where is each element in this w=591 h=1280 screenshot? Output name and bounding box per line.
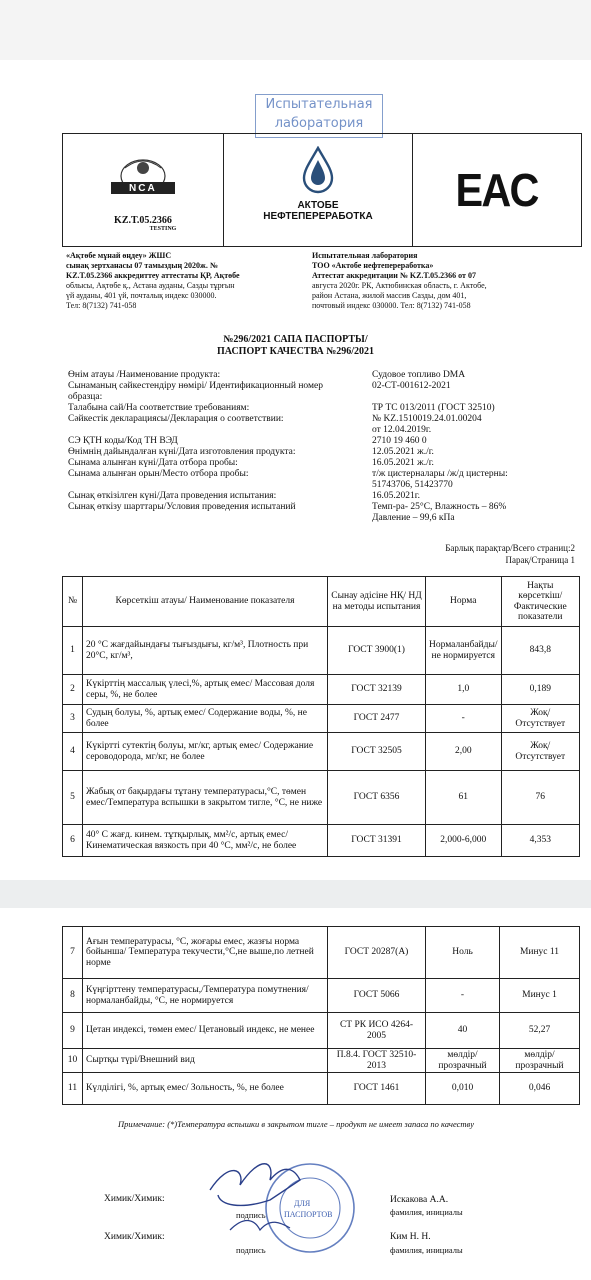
- company-name-line2: НЕФТЕПЕРЕРАБОТКА: [263, 211, 373, 222]
- cell-norm: 61: [426, 771, 502, 825]
- info-value: Давление – 99,6 кПа: [372, 513, 455, 523]
- table-row: [63, 675, 580, 705]
- info-value: 2710 19 460 0: [372, 436, 427, 446]
- oil-drop-icon: [300, 146, 336, 196]
- table-row: [63, 1013, 580, 1049]
- table-row: [63, 705, 580, 733]
- info-value: 16.05.2021 ж./г.: [372, 458, 434, 468]
- letterhead: [62, 133, 582, 247]
- results-table: [62, 576, 580, 857]
- cell-name: Цетан индексі, төмен емес/ Цетановый индекс, не менее: [83, 1013, 328, 1049]
- cell-method: СТ РК ИСО 4264-2005: [328, 1013, 426, 1049]
- cell-actual: Минус 1: [500, 979, 580, 1013]
- info-value: Темп-ра- 25°С, Влажность – 86%: [372, 502, 507, 512]
- info-label: Сынама алынған күні/Дата отбора пробы:: [68, 458, 238, 468]
- doc-title-kz: №296/2021 САПА ПАСПОРТЫ/: [223, 334, 368, 345]
- cell-method: ГОСТ 6356: [328, 771, 426, 825]
- col-header: Көрсеткіш атауы/ Наименование показателя: [83, 577, 328, 627]
- signature-caption-2: подпись: [236, 1245, 266, 1255]
- table-row: [63, 825, 580, 857]
- top-background: [0, 0, 591, 60]
- table-row: [63, 927, 580, 979]
- cell-name: Күкірттің массалық үлесі,%, артық емес/ Массовая доля серы, %, не более: [83, 675, 328, 705]
- cell-name: Ағын температурасы, °С, жоғары емес, жазғы норма бойынша/ Температура текучести,°С,не выше,по летней норме: [83, 927, 328, 979]
- info-label: Сынақ өткізілген күні/Дата проведения испытания:: [68, 491, 277, 501]
- cell-actual: мөлдір/ прозрачный: [500, 1049, 580, 1073]
- cell-n: 3: [63, 705, 83, 733]
- chemist-role-1: Химик/Химик:: [104, 1194, 165, 1204]
- cell-norm: 0,010: [426, 1073, 500, 1105]
- svg-text:ПАСПОРТОВ: ПАСПОРТОВ: [284, 1210, 333, 1219]
- cell-name: 20 °С жағдайындағы тығыздығы, кг/м³, Плотность при 20°С, кг/м³,: [83, 627, 328, 675]
- name-caption-1: фамилия, инициалы: [390, 1207, 463, 1217]
- address-russian: Испытательная лаборатория ТОО «Актобе нефтепереработка» Аттестат аккредитации № KZ.T.05.2366 от 07 августа 2020г. РК, Актюбинская область, г. Актобе, район Астана, жилой массив Сазды, дом 401, почтовый индекс 030000. Тел: 8(7132) 741-058: [312, 251, 487, 310]
- cell-norm: мөлдір/ прозрачный: [426, 1049, 500, 1073]
- cell-actual: Жоқ/ Отсутствует: [501, 705, 580, 733]
- cell-name: Күңгірттену температурасы,/Температура помутнения/ нормаланбайды, °С, не нормируется: [83, 979, 328, 1013]
- info-value: от 12.04.2019г.: [372, 425, 432, 435]
- col-header: №: [63, 577, 83, 627]
- lab-stamp: Испытательная лаборатория: [255, 94, 383, 138]
- cell-norm: 1,0: [426, 675, 502, 705]
- cell-n: 8: [63, 979, 83, 1013]
- info-label: Сәйкестік декларациясы/Декларация о соответствии:: [68, 414, 284, 424]
- table-row: [63, 771, 580, 825]
- cell-method: ГОСТ 31391: [328, 825, 426, 857]
- cell-n: 11: [63, 1073, 83, 1105]
- cell-method: ГОСТ 3900(1): [328, 627, 426, 675]
- company-name-line1: АКТОБЕ: [297, 200, 339, 211]
- info-value: 02-СТ-001612-2021: [372, 381, 451, 391]
- cell-method: ГОСТ 32505: [328, 733, 426, 771]
- cell-n: 5: [63, 771, 83, 825]
- cell-actual: Жоқ/ Отсутствует: [501, 733, 580, 771]
- info-label: Өнім атауы /Наименование продукта:: [68, 370, 221, 380]
- cell-norm: Ноль: [426, 927, 500, 979]
- info-label: Сынақ өткізу шарттары/Условия проведения испытаний: [68, 502, 296, 512]
- info-label: СЭ ҚТН коды/Код ТН ВЭД: [68, 436, 178, 446]
- cell-name: Судың болуы, %, артық емес/ Содержание воды, %, не более: [83, 705, 328, 733]
- cell-actual: Минус 11: [500, 927, 580, 979]
- cell-norm: 2,000-6,000: [426, 825, 502, 857]
- cell-method: П.8.4. ГОСТ 32510-2013: [328, 1049, 426, 1073]
- info-label: Өнімнің дайындалған күні/Дата изготовления продукта:: [68, 447, 296, 457]
- nca-logo-text: NCA: [129, 183, 157, 194]
- company-logo-cell: [224, 134, 413, 246]
- seal-text: ДЛЯ: [294, 1199, 311, 1208]
- cell-norm: 2,00: [426, 733, 502, 771]
- chemist-name-2: Ким Н. Н.: [390, 1232, 431, 1242]
- table-row: [63, 627, 580, 675]
- nca-subtitle: TESTING: [149, 226, 177, 232]
- address-kazakh: «Ақтөбе мұнай өңдеу» ЖШС сынақ зертханасы 07 тамыздың 2020ж. № KZ.T.05.2366 аккредиттеу аттестаты ҚР, Ақтөбе облысы, Ақтөбе қ., Астана ауданы, Сазды тұрғын үй ауданы, 401 үй, почталық индекс 030000. Тел: 8(7132) 741-058: [66, 251, 240, 310]
- page-gap: [0, 880, 591, 908]
- table-row: [63, 979, 580, 1013]
- cell-actual: 76: [501, 771, 580, 825]
- table-row: [63, 1049, 580, 1073]
- info-value: 12.05.2021 ж./г.: [372, 447, 434, 457]
- chemist-role-2: Химик/Химик:: [104, 1232, 165, 1242]
- info-label: образца:: [68, 392, 103, 402]
- note: Примечание: (*)Температура вспышки в закрытом тигле – продукт не имеет запаса по качеству: [118, 1119, 474, 1129]
- cell-norm: 40: [426, 1013, 500, 1049]
- cell-actual: 843,8: [501, 627, 580, 675]
- info-label: Сынама алынған орын/Место отбора пробы:: [68, 469, 249, 479]
- cell-name: Жабық от бақырдағы тұтану температурасы,°С, төмен емес/Температура вспышки в закрытом тигле, °С, не ниже: [83, 771, 328, 825]
- cell-actual: 4,353: [501, 825, 580, 857]
- table-row: [63, 733, 580, 771]
- cell-method: ГОСТ 1461: [328, 1073, 426, 1105]
- cell-method: ГОСТ 2477: [328, 705, 426, 733]
- nca-logo-cell: [63, 134, 224, 246]
- info-value: № KZ.1510019.24.01.00204: [372, 414, 482, 424]
- cell-method: ГОСТ 20287(А): [328, 927, 426, 979]
- cell-n: 2: [63, 675, 83, 705]
- cell-name: Күкіртті сутектің болуы, мг/кг, артық емес/ Содержание сероводорода, мг/кг, не более: [83, 733, 328, 771]
- info-value: 16.05.2021г.: [372, 491, 420, 501]
- cell-n: 9: [63, 1013, 83, 1049]
- cell-method: ГОСТ 5066: [328, 979, 426, 1013]
- info-value: 51743706, 51423770: [372, 480, 453, 490]
- info-value: Судовое топливо DMA: [372, 370, 466, 380]
- cell-norm: -: [426, 705, 502, 733]
- cell-method: ГОСТ 32139: [328, 675, 426, 705]
- cell-actual: 52,27: [500, 1013, 580, 1049]
- signature-caption-1: подпись: [236, 1210, 266, 1220]
- cell-name: Сыртқы түрі/Внешний вид: [83, 1049, 328, 1073]
- cell-norm: Нормаланбайды/не нормируется: [426, 627, 502, 675]
- col-header: Норма: [426, 577, 502, 627]
- col-header: Сынау әдісіне НҚ/ НД на методы испытания: [328, 577, 426, 627]
- accreditation-code: KZ.T.05.2366: [114, 215, 172, 226]
- cell-norm: -: [426, 979, 500, 1013]
- eac-mark-icon: EAC: [455, 164, 539, 216]
- cell-actual: 0,189: [501, 675, 580, 705]
- total-pages: Барлық парақтар/Всего страниц:2: [445, 543, 575, 553]
- cell-n: 4: [63, 733, 83, 771]
- signature-and-seal: [200, 1150, 380, 1260]
- col-header: Нақты көрсеткіш/ Фактические показатели: [501, 577, 580, 627]
- cell-name: Күлділігі, %, артық емес/ Зольность, %, не более: [83, 1073, 328, 1105]
- nca-logo-icon: [103, 146, 183, 206]
- name-caption-2: фамилия, инициалы: [390, 1245, 463, 1255]
- info-value: ТР ТС 013/2011 (ГОСТ 32510): [372, 403, 495, 413]
- eac-cell: [413, 134, 581, 246]
- doc-title-ru: ПАСПОРТ КАЧЕСТВА №296/2021: [216, 346, 375, 357]
- chemist-name-1: Искакова А.А.: [390, 1195, 449, 1205]
- info-label: Талабына сай/На соответствие требованиям:: [68, 403, 250, 413]
- cell-actual: 0,046: [500, 1073, 580, 1105]
- cell-n: 7: [63, 927, 83, 979]
- cell-n: 6: [63, 825, 83, 857]
- results-table-continued: [62, 926, 580, 1105]
- info-label: Сынаманың сәйкестендіру нөмірі/ Идентификационный номер: [68, 381, 323, 391]
- cell-n: 1: [63, 627, 83, 675]
- cell-n: 10: [63, 1049, 83, 1073]
- table-row: [63, 1073, 580, 1105]
- info-value: т/ж цистерналары /ж/д цистерны:: [372, 469, 508, 479]
- cell-name: 40° С жағд. кинем. тұтқырлық, мм²/с, артық емес/ Кинематическая вязкость при 40 °С, мм²/с, не более: [83, 825, 328, 857]
- current-page: Парақ/Страница 1: [505, 555, 575, 565]
